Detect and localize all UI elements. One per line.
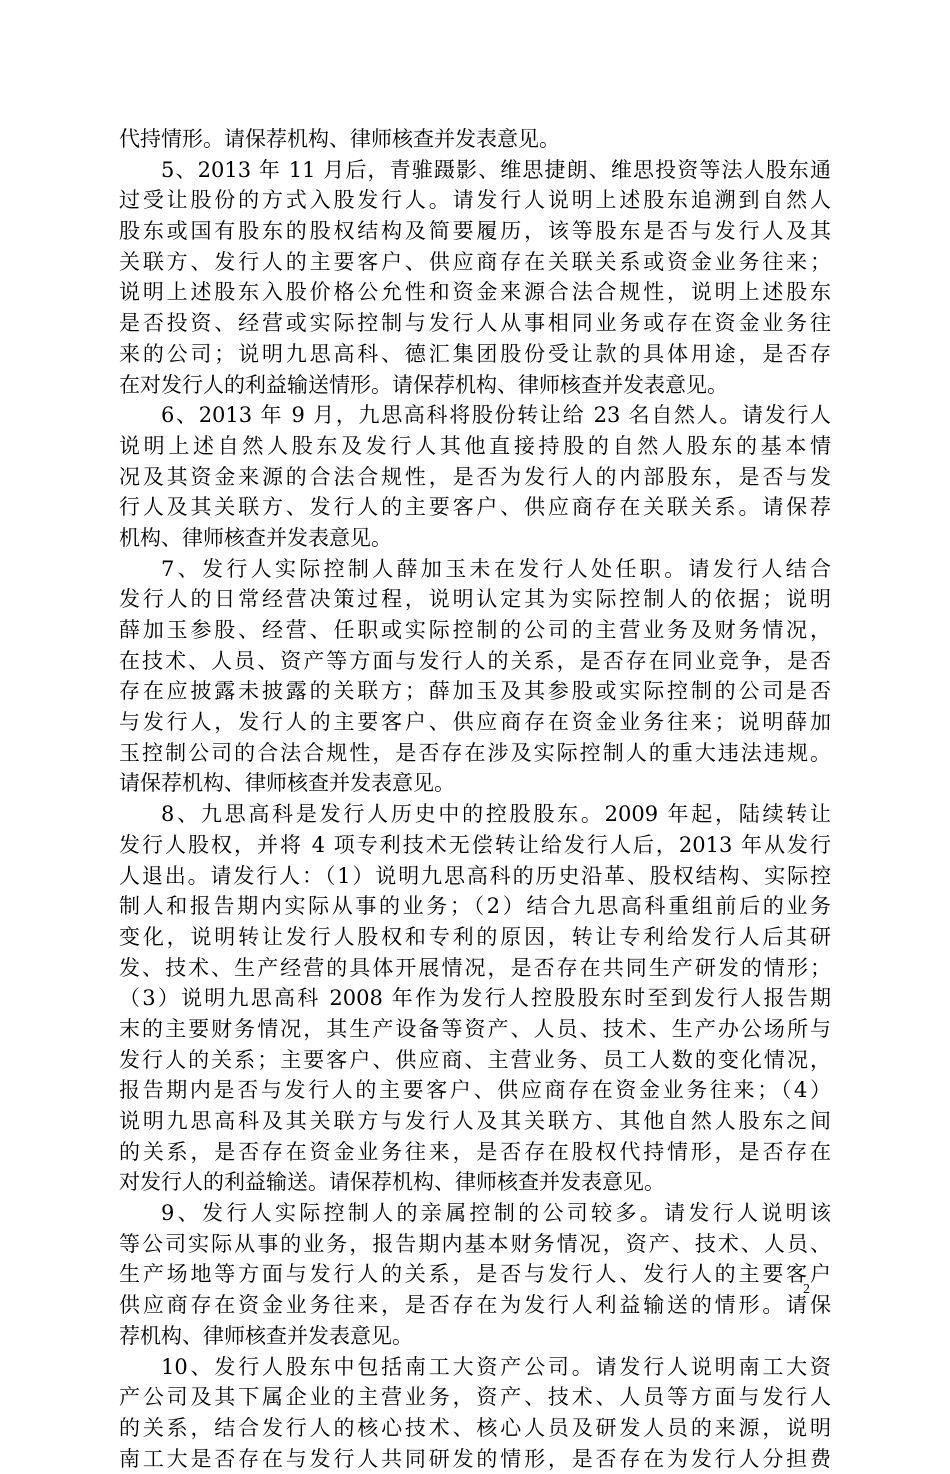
text-line: 南工大是否存在与发行人共同研发的情形，是否存在为发行人分担费 [119,1446,831,1471]
text-line: 末的主要财务情况，其生产设备等资产、人员、技术、生产办公场所与 [119,1016,831,1041]
page-number: 2 [803,1282,810,1297]
text-line: 机构、律师核查并发表意见。 [119,525,392,550]
text-line: 变化，说明转让发行人股权和专利的原因，转让专利给发行人后其研 [119,924,831,949]
text-line: 说明上述自然人股东及发行人其他直接持股的自然人股东的基本情 [119,433,831,458]
text-line: 产公司及其下属企业的主营业务，资产、技术、人员等方面与发行人 [119,1385,831,1410]
text-line: 9、发行人实际控制人的亲属控制的公司较多。请发行人说明该 [161,1201,831,1226]
text-line: 8、九思高科是发行人历史中的控股股东。2009 年起，陆续转让 [161,802,831,827]
text-line: 发行人的关系；主要客户、供应商、主营业务、员工人数的变化情况， [119,1047,831,1072]
text-line: 关联方、发行人的主要客户、供应商存在关联关系或资金业务往来； [119,249,831,274]
text-line: 的关系，结合发行人的核心技术、核心人员及研发人员的来源，说明 [119,1415,831,1440]
text-line: 说明九思高科及其关联方与发行人及其关联方、其他自然人股东之间 [119,1109,831,1133]
text-line: 生产场地等方面与发行人的关系，是否与发行人、发行人的主要客户 [119,1262,831,1287]
text-line: 股东或国有股东的股权结构及简要履历，该等股东是否与发行人及其 [119,219,831,244]
document-body [119,124,831,1474]
text-line: 10、发行人股东中包括南工大资产公司。请发行人说明南工大资 [161,1354,831,1379]
text-line: 与发行人，发行人的主要客户、供应商存在资金业务往来；说明薛加 [119,710,831,735]
text-line: 请保荐机构、律师核查并发表意见。 [119,771,455,796]
text-line: 过受让股份的方式入股发行人。请发行人说明上述股东追溯到自然人 [119,188,831,213]
text-line: 说明上述股东入股价格公允性和资金来源合法合规性，说明上述股东 [119,280,831,305]
text-line: 来的公司；说明九思高科、德汇集团股份受让款的具体用途，是否存 [119,341,831,366]
text-line: 荐机构、律师核查并发表意见。 [119,1323,413,1348]
text-line: 薛加玉参股、经营、任职或实际控制的公司的主营业务及财务情况， [119,618,831,642]
text-line: 人退出。请发行人：（1）说明九思高科的历史沿革、股权结构、实际控 [119,863,831,888]
text-line: 行人及其关联方、发行人的主要客户、供应商存在关联关系。请保荐 [119,495,831,520]
text-line: 发行人的日常经营决策过程，说明认定其为实际控制人的依据；说明 [119,587,831,612]
text-line: 等公司实际从事的业务，报告期内基本财务情况，资产、技术、人员、 [119,1231,831,1256]
text-line: 供应商存在资金业务往来，是否存在为发行人利益输送的情形。请保 [119,1293,831,1318]
text-line: 对发行人的利益输送。请保荐机构、律师核查并发表意见。 [119,1170,665,1195]
text-line: 5、2013 年 11 月后，青骓蹑影、维思捷朗、维思投资等法人股东通 [161,157,831,182]
text-line: 是否投资、经营或实际控制与发行人从事相同业务或存在资金业务往 [119,311,831,336]
text-line: 的关系，是否存在资金业务往来，是否存在股权代持情形，是否存在 [119,1139,831,1164]
text-line: 代持情形。请保荐机构、律师核查并发表意见。 [119,127,560,151]
text-line: 制人和报告期内实际从事的业务；（2）结合九思高科重组前后的业务 [119,894,831,919]
text-line: 报告期内是否与发行人的主要客户、供应商存在资金业务往来；（4） [119,1078,831,1103]
text-line: （3）说明九思高科 2008 年作为发行人控股股东时至到发行人报告期 [119,986,831,1011]
text-line: 7、发行人实际控制人薛加玉未在发行人处任职。请发行人结合 [161,556,831,581]
text-line: 发、技术、生产经营的具体开展情况，是否存在共同生产研发的情形； [119,955,831,980]
text-line: 发行人股权，并将 4 项专利技术无偿转让给发行人后，2013 年从发行 [119,832,831,857]
text-line: 玉控制公司的合法合规性，是否存在涉及实际控制人的重大违法违规。 [119,740,831,765]
text-line: 况及其资金来源的合法合规性，是否为发行人的内部股东，是否与发 [119,464,831,489]
text-line: 6、2013 年 9 月，九思高科将股份转让给 23 名自然人。请发行人 [161,403,831,428]
text-line: 存在应披露未披露的关联方；薛加玉及其参股或实际控制的公司是否 [119,679,831,704]
text-line: 在对发行人的利益输送情形。请保荐机构、律师核查并发表意见。 [119,372,728,397]
text-line: 在技术、人员、资产等方面与发行人的关系，是否存在同业竞争，是否 [119,648,831,673]
